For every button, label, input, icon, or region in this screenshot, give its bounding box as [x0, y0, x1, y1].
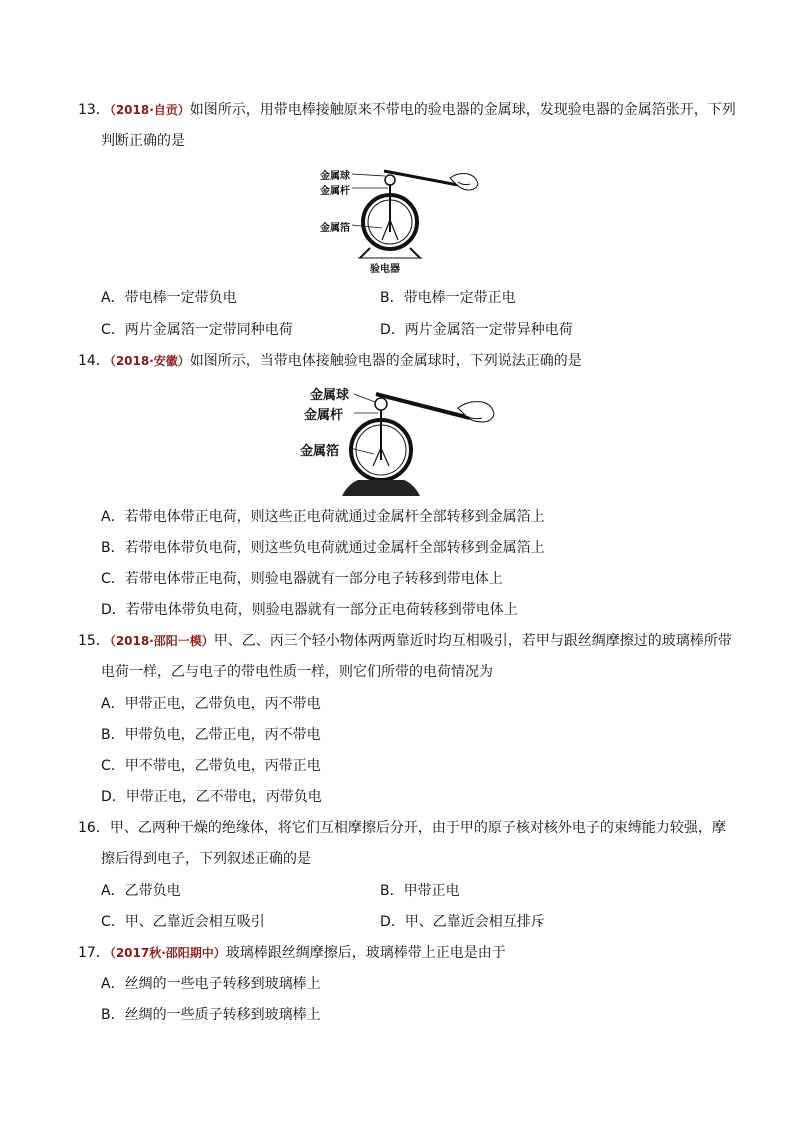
q13-option-d: D．两片金属箔一定带异种电荷: [380, 322, 573, 338]
q13-electroscope-figure: [318, 158, 488, 274]
q15-stem-line2: 电荷一样，乙与电子的带电性质一样，则它们所带的电荷情况为: [101, 664, 493, 680]
q16-stem-line2: 擦后得到电子，下列叙述正确的是: [101, 851, 311, 867]
q16-option-d: D．甲、乙靠近会相互排斥: [380, 914, 545, 930]
q15-option-b: B．甲带负电，乙带正电，丙不带电: [101, 727, 321, 743]
q14-option-b: B．若带电体带负电荷，则这些负电荷就通过金属杆全部转移到金属箔上: [101, 540, 545, 556]
q15-option-c: C．甲不带电，乙带负电，丙带正电: [101, 758, 321, 774]
q13-option-b: B．带电棒一定带正电: [380, 290, 516, 306]
q13-stem-line1: 13．（2018·自贡）如图所示，用带电棒接触原来不带电的验电器的金属球，发现验电器的金属箔张开，下列: [78, 102, 736, 118]
question-number: 13．: [78, 102, 110, 118]
question-source: （2017秋·邵阳期中）: [109, 946, 226, 960]
figure-caption: 验电器: [370, 264, 400, 275]
q14-electroscope-figure: [298, 380, 498, 498]
q13-option-c: C．两片金属箔一定带同种电荷: [101, 322, 293, 338]
q16-option-b: B．甲带正电: [380, 883, 460, 899]
q14-option-c: C．若带电体带正电荷，则验电器就有一部分电子转移到带电体上: [101, 571, 503, 587]
q15-stem-line1: 15．（2018·邵阳一模）甲、乙、丙三个轻小物体两两靠近时均互相吸引，若甲与跟丝绸摩擦过的玻璃棒所带: [78, 633, 732, 649]
q15-option-d: D．甲带正电，乙不带电，丙带负电: [101, 789, 322, 805]
q15-option-a: A．甲带正电，乙带负电，丙不带电: [101, 696, 321, 712]
question-number: 16．: [78, 820, 110, 836]
q16-option-c: C．甲、乙靠近会相互吸引: [101, 914, 265, 930]
question-source: （2018·自贡）: [109, 103, 190, 117]
question-number: 14．: [78, 353, 110, 369]
label-foil: 金属箔: [320, 223, 350, 234]
q16-option-a: A．乙带负电: [101, 883, 181, 899]
q13-option-a: A．带电棒一定带负电: [101, 290, 237, 306]
q17-option-a: A．丝绸的一些电子转移到玻璃棒上: [101, 976, 321, 992]
q16-stem-line1: 16．甲、乙两种干燥的绝缘体，将它们互相摩擦后分开，由于甲的原子核对核外电子的束缚能力较强，摩: [78, 820, 726, 836]
question-number: 15．: [78, 633, 110, 649]
q17-stem: 17．（2017秋·邵阳期中）玻璃棒跟丝绸摩擦后，玻璃棒带上正电是由于: [78, 945, 506, 961]
q17-option-b: B．丝绸的一些质子转移到玻璃棒上: [101, 1007, 321, 1023]
question-number: 17．: [78, 945, 110, 961]
label-rod: 金属杆: [320, 186, 350, 197]
label-rod: 金属杆: [304, 408, 344, 423]
question-source: （2018·安徽）: [109, 354, 190, 368]
label-foil: 金属箔: [300, 444, 340, 459]
question-source: （2018·邵阳一模）: [109, 634, 214, 648]
q14-option-d: D．若带电体带负电荷，则验电器就有一部分正电荷转移到带电体上: [101, 602, 518, 618]
q14-stem: 14．（2018·安徽）如图所示，当带电体接触验电器的金属球时，下列说法正确的是: [78, 353, 582, 369]
label-ball: 金属球: [320, 171, 350, 182]
label-ball: 金属球: [310, 388, 350, 403]
q13-stem-line2: 判断正确的是: [101, 133, 185, 149]
q14-option-a: A．若带电体带正电荷，则这些正电荷就通过金属杆全部转移到金属箔上: [101, 509, 545, 525]
